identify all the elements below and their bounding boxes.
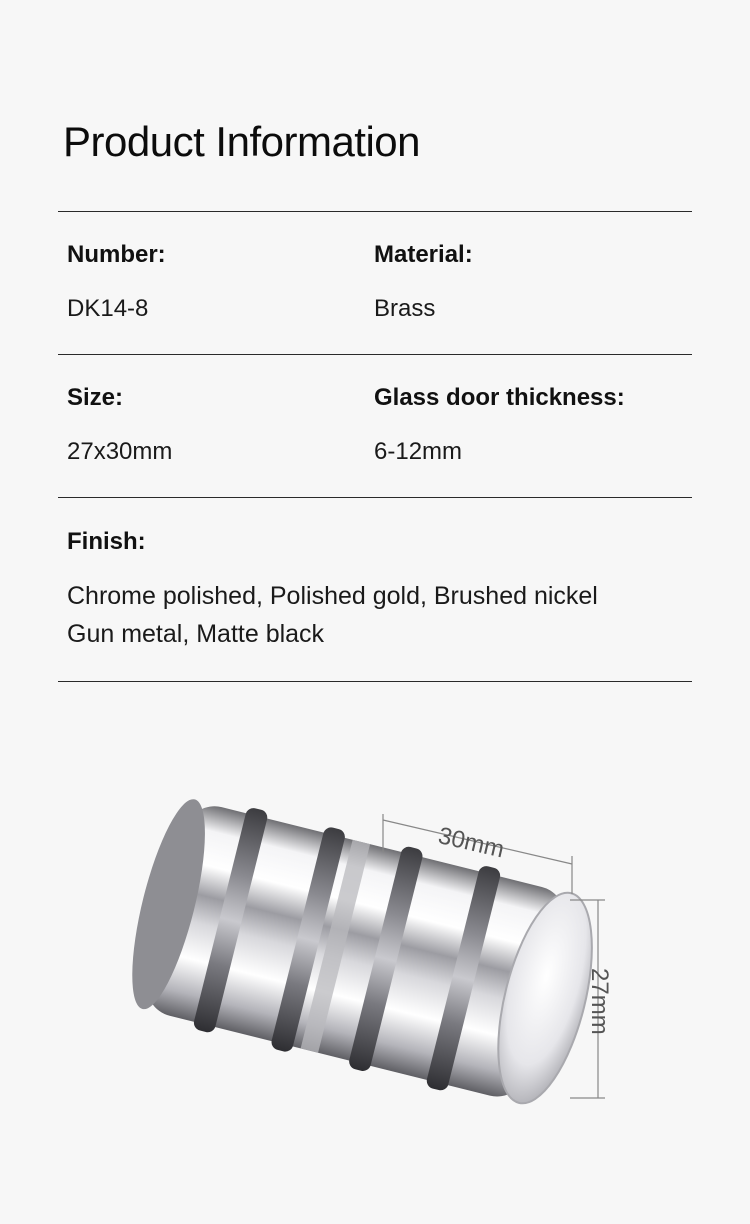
divider — [58, 211, 692, 212]
size-value: 27x30mm — [67, 438, 173, 465]
divider — [58, 354, 692, 355]
dimension-diameter-label: 27mm — [586, 968, 613, 1035]
product-image — [120, 790, 640, 1120]
divider — [58, 497, 692, 498]
material-label: Material: — [374, 241, 473, 268]
finish-line: Chrome polished, Polished gold, Brushed nickel — [67, 582, 598, 610]
number-value: DK14-8 — [67, 295, 149, 322]
number-label: Number: — [67, 241, 166, 268]
finish-value — [67, 577, 707, 653]
knob-body — [120, 790, 611, 1119]
size-label: Size: — [67, 384, 124, 411]
glass-thickness-label: Glass door thickness: — [374, 384, 625, 411]
dimension-length-label: 30mm — [435, 822, 507, 864]
finish-label: Finish: — [67, 528, 146, 555]
material-value: Brass — [374, 295, 436, 322]
finish-line: Gun metal, Matte black — [67, 620, 325, 648]
divider — [58, 681, 692, 682]
page-title: Product Information — [63, 118, 421, 165]
glass-thickness-value: 6-12mm — [374, 438, 463, 465]
